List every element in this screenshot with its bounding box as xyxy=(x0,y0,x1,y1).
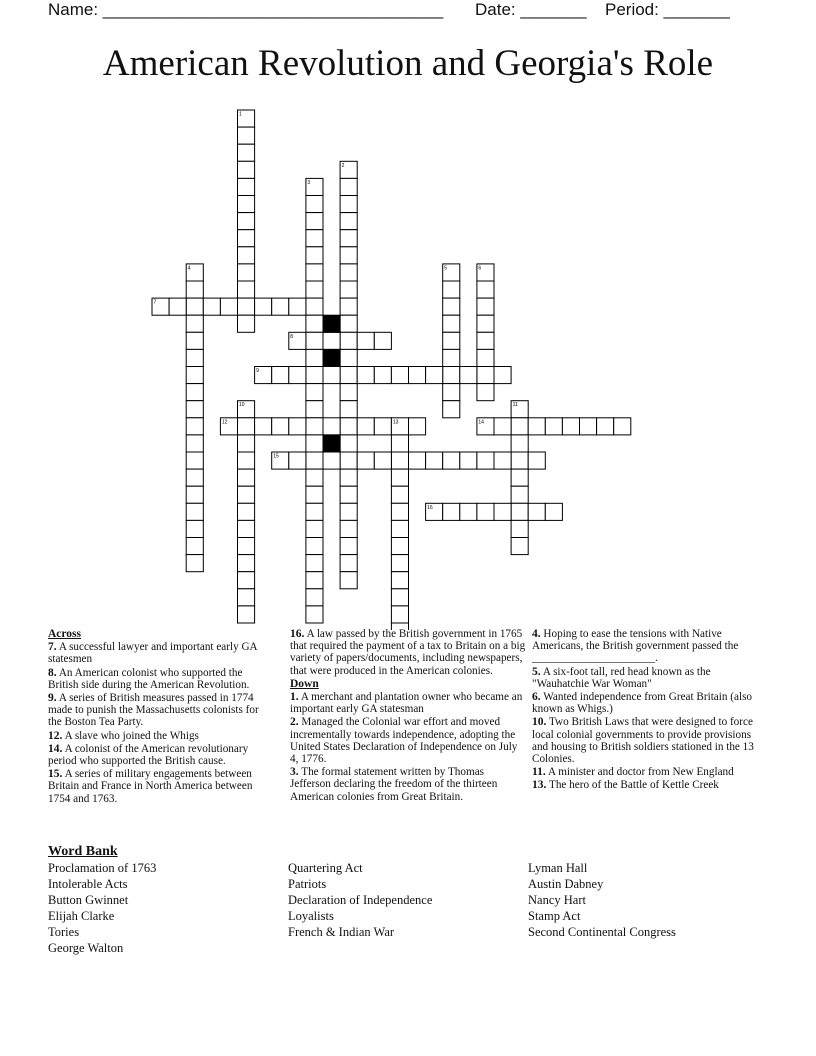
clues-column-3 xyxy=(532,628,764,793)
crossword-cell[interactable] xyxy=(238,538,255,555)
crossword-cell[interactable] xyxy=(306,503,323,520)
word-bank-item: Quartering Act xyxy=(288,861,363,875)
clue-number-label: 2 xyxy=(341,162,345,169)
crossword-cell[interactable] xyxy=(340,538,357,555)
crossword-cell[interactable] xyxy=(528,418,545,435)
clue-number-label: 14 xyxy=(478,419,484,426)
crossword-cell[interactable] xyxy=(186,315,203,332)
crossword-cell[interactable] xyxy=(477,315,494,332)
crossword-cell[interactable] xyxy=(340,264,357,281)
crossword-cell[interactable] xyxy=(597,418,614,435)
crossword-cell[interactable] xyxy=(306,298,323,315)
crossword-cell[interactable] xyxy=(306,520,323,537)
crossword-cell[interactable] xyxy=(426,452,443,469)
crossword-cell[interactable] xyxy=(443,452,460,469)
crossword-cell[interactable] xyxy=(477,332,494,349)
crossword-cell[interactable] xyxy=(306,589,323,606)
crossword-cell[interactable] xyxy=(238,281,255,298)
crossword-cell[interactable] xyxy=(340,435,357,452)
crossword-cell[interactable] xyxy=(238,486,255,503)
clue-number-label: 16 xyxy=(427,504,433,511)
clue-down-10: 10. Two British Laws that were designed to force local colonial governments to provide provisions and housing to British soldiers stationed in the 13 Colonies. xyxy=(532,716,754,766)
crossword-cell[interactable] xyxy=(340,503,357,520)
crossword-cell[interactable] xyxy=(391,538,408,555)
word-bank-item: Intolerable Acts xyxy=(48,877,128,891)
crossword-cell[interactable] xyxy=(443,384,460,401)
crossword-cell[interactable] xyxy=(545,418,562,435)
crossword-cell[interactable] xyxy=(323,418,340,435)
crossword-cell[interactable] xyxy=(511,469,528,486)
crossword-cell[interactable] xyxy=(272,418,289,435)
clue-number-label: 5 xyxy=(444,265,447,272)
crossword-cell[interactable] xyxy=(511,452,528,469)
crossword-cell[interactable] xyxy=(186,281,203,298)
clue-number-label: 9 xyxy=(256,368,259,374)
word-bank-item: George Walton xyxy=(48,941,124,955)
crossword-cell[interactable] xyxy=(477,384,494,401)
crossword-cell[interactable] xyxy=(409,367,426,384)
crossword-cell[interactable] xyxy=(186,469,203,486)
crossword-cell[interactable] xyxy=(340,520,357,537)
crossword-cell[interactable] xyxy=(306,384,323,401)
crossword-cell[interactable] xyxy=(220,298,237,315)
crossword-cell[interactable] xyxy=(186,332,203,349)
word-bank-item: Tories xyxy=(48,925,80,939)
crossword-cell[interactable] xyxy=(460,452,477,469)
crossword-cell[interactable] xyxy=(477,298,494,315)
clue-across-16: 16. A law passed by the British government in 1765 that required the payment of a tax to Britain on a big variety of papers/documents, including newspapers, that were produced in the American colonies. xyxy=(290,628,526,677)
clue-down-13: 13. The hero of the Battle of Kettle Creek xyxy=(532,779,719,792)
across-heading: Across xyxy=(48,628,82,640)
date-field[interactable]: Date: _______ xyxy=(475,0,587,19)
crossword-cell[interactable] xyxy=(306,452,323,469)
crossword-cell[interactable] xyxy=(340,349,357,366)
clue-number-label: 11 xyxy=(512,402,518,409)
crossword-cell[interactable] xyxy=(306,281,323,298)
crossword-cell[interactable] xyxy=(340,298,357,315)
crossword-cell[interactable] xyxy=(545,503,562,520)
crossword-black-cell xyxy=(323,349,340,366)
crossword-cell[interactable] xyxy=(357,418,374,435)
crossword-cell[interactable] xyxy=(306,469,323,486)
page-title: American Revolution and Georgia's Role xyxy=(102,43,714,84)
crossword-cell[interactable] xyxy=(443,401,460,418)
word-bank-item: Button Gwinnet xyxy=(48,893,129,907)
crossword-cell[interactable] xyxy=(391,469,408,486)
crossword-cell[interactable] xyxy=(306,435,323,452)
clue-down-5: 5. A six-foot tall, red head known as the "Wauhatchie War Woman" xyxy=(532,665,711,690)
crossword-cell[interactable] xyxy=(357,452,374,469)
crossword-cell[interactable] xyxy=(511,418,528,435)
crossword-cell[interactable] xyxy=(511,538,528,555)
crossword-cell[interactable] xyxy=(391,555,408,572)
crossword-cell[interactable] xyxy=(238,298,255,315)
word-bank-column-2 xyxy=(288,860,432,940)
crossword-cell[interactable] xyxy=(528,503,545,520)
crossword-cell[interactable] xyxy=(562,418,579,435)
crossword-cell[interactable] xyxy=(289,452,306,469)
crossword-cell[interactable] xyxy=(186,538,203,555)
crossword-cell[interactable] xyxy=(340,469,357,486)
crossword-cell[interactable] xyxy=(340,572,357,589)
crossword-cell[interactable] xyxy=(238,452,255,469)
crossword-cell[interactable] xyxy=(306,349,323,366)
word-bank-item: Proclamation of 1763 xyxy=(48,861,157,875)
crossword-cell[interactable] xyxy=(477,503,494,520)
crossword-cell[interactable] xyxy=(443,298,460,315)
crossword-cell[interactable] xyxy=(511,503,528,520)
crossword-cell[interactable] xyxy=(391,452,408,469)
crossword-cell[interactable] xyxy=(238,315,255,332)
crossword-cell[interactable] xyxy=(374,418,391,435)
crossword-cell[interactable] xyxy=(238,520,255,537)
word-bank-item: Loyalists xyxy=(288,909,334,923)
crossword-cell[interactable] xyxy=(477,281,494,298)
clue-across-14: 14. A colonist of the American revolutionary period who supported the British cause. xyxy=(48,742,249,768)
crossword-cell[interactable] xyxy=(340,367,357,384)
crossword-cell[interactable] xyxy=(477,452,494,469)
crossword-cell[interactable] xyxy=(238,230,255,247)
crossword-cell[interactable] xyxy=(306,555,323,572)
crossword-cell[interactable] xyxy=(186,503,203,520)
clue-number-label: 3 xyxy=(307,179,311,186)
crossword-cell[interactable] xyxy=(460,503,477,520)
crossword-cell[interactable] xyxy=(306,264,323,281)
crossword-cell[interactable] xyxy=(340,486,357,503)
crossword-cell[interactable] xyxy=(306,606,323,623)
clue-down-11: 11. A minister and doctor from New England xyxy=(532,766,734,779)
word-bank-item: Patriots xyxy=(288,877,327,891)
word-bank-item: Austin Dabney xyxy=(528,877,604,891)
crossword-cell[interactable] xyxy=(306,196,323,213)
crossword-cell[interactable] xyxy=(443,281,460,298)
crossword-black-cell xyxy=(323,435,340,452)
crossword-cell[interactable] xyxy=(238,555,255,572)
clue-down-1: 1. A merchant and plantation owner who became an important early GA statesman xyxy=(290,691,523,716)
clue-number-label: 4 xyxy=(187,265,191,272)
clue-number-label: 12 xyxy=(221,419,228,426)
crossword-cell[interactable] xyxy=(511,435,528,452)
clue-across-15: 15. A series of military engagements between Britain and France in North America between 1754 and 1763. xyxy=(48,768,253,805)
crossword-cell[interactable] xyxy=(306,315,323,332)
crossword-cell[interactable] xyxy=(443,332,460,349)
word-bank-title: Word Bank xyxy=(48,844,118,859)
crossword-cell[interactable] xyxy=(186,486,203,503)
crossword-cell[interactable] xyxy=(186,418,203,435)
crossword-cell[interactable] xyxy=(306,401,323,418)
crossword-cell[interactable] xyxy=(494,452,511,469)
crossword-cell[interactable] xyxy=(340,384,357,401)
word-bank-item: Elijah Clarke xyxy=(48,909,115,923)
crossword-cell[interactable] xyxy=(186,349,203,366)
word-bank-item: Second Continental Congress xyxy=(528,925,676,939)
clue-across-8: 8. An American colonist who supported the British side during the American Revolution. xyxy=(48,666,250,691)
clues-column-1 xyxy=(48,628,264,806)
crossword-cell[interactable] xyxy=(323,332,340,349)
crossword-cell[interactable] xyxy=(186,555,203,572)
clue-across-7: 7. A successful lawyer and important early GA statesmen xyxy=(48,641,258,666)
crossword-cell[interactable] xyxy=(186,367,203,384)
crossword-cell[interactable] xyxy=(374,452,391,469)
clue-number-label: 6 xyxy=(478,265,482,272)
crossword-cell[interactable] xyxy=(289,418,306,435)
crossword-cell[interactable] xyxy=(186,298,203,315)
crossword-cell[interactable] xyxy=(306,230,323,247)
crossword-cell[interactable] xyxy=(357,332,374,349)
crossword-cell[interactable] xyxy=(460,367,477,384)
clue-number-label: 8 xyxy=(290,333,294,340)
crossword-cell[interactable] xyxy=(374,332,391,349)
crossword-cell[interactable] xyxy=(238,264,255,281)
crossword-cell[interactable] xyxy=(323,367,340,384)
clue-down-4: 4. Hoping to ease the tensions with Native Americans, the British government passed the ______________________. xyxy=(532,628,739,665)
crossword-cell[interactable] xyxy=(494,503,511,520)
word-bank-column-3 xyxy=(528,860,676,940)
crossword-cell[interactable] xyxy=(443,503,460,520)
word-bank-item: Declaration of Independence xyxy=(288,893,433,907)
clue-number-label: 15 xyxy=(273,453,279,460)
name-field[interactable]: Name: ____________________________________ xyxy=(48,0,444,19)
crossword-cell[interactable] xyxy=(238,127,255,144)
crossword-cell[interactable] xyxy=(238,178,255,195)
crossword-black-cell xyxy=(323,315,340,332)
crossword-cell[interactable] xyxy=(340,332,357,349)
crossword-cell[interactable] xyxy=(186,435,203,452)
crossword-cell[interactable] xyxy=(511,520,528,537)
crossword-cell[interactable] xyxy=(272,298,289,315)
crossword-cell[interactable] xyxy=(186,520,203,537)
crossword-cell[interactable] xyxy=(340,418,357,435)
crossword-cell[interactable] xyxy=(340,401,357,418)
crossword-cell[interactable] xyxy=(186,452,203,469)
crossword-cell[interactable] xyxy=(477,367,494,384)
crossword-cell[interactable] xyxy=(391,367,408,384)
crossword-cell[interactable] xyxy=(340,555,357,572)
crossword-cell[interactable] xyxy=(391,486,408,503)
crossword-cell[interactable] xyxy=(306,572,323,589)
crossword-cell[interactable] xyxy=(186,401,203,418)
crossword-cell[interactable] xyxy=(255,418,272,435)
crossword-cell[interactable] xyxy=(443,367,460,384)
crossword-cell[interactable] xyxy=(238,589,255,606)
crossword-cell[interactable] xyxy=(614,418,631,435)
crossword-cell[interactable] xyxy=(186,384,203,401)
crossword-cell[interactable] xyxy=(528,452,545,469)
crossword-cell[interactable] xyxy=(340,230,357,247)
crossword-cell[interactable] xyxy=(306,418,323,435)
crossword-cell[interactable] xyxy=(391,589,408,606)
crossword-cell[interactable] xyxy=(255,298,272,315)
crossword-cell[interactable] xyxy=(306,332,323,349)
period-field[interactable]: Period: _______ xyxy=(605,0,730,19)
clue-across-9: 9. A series of British measures passed in 1774 made to punish the Massachusetts colonists for the Boston Tea Party. xyxy=(48,692,259,729)
crossword-cell[interactable] xyxy=(391,520,408,537)
crossword-cell[interactable] xyxy=(391,435,408,452)
crossword-cell[interactable] xyxy=(443,315,460,332)
crossword-cell[interactable] xyxy=(306,538,323,555)
clues-column-2 xyxy=(290,628,526,804)
crossword-cell[interactable] xyxy=(238,144,255,161)
crossword-cell[interactable] xyxy=(306,486,323,503)
crossword-cell[interactable] xyxy=(238,435,255,452)
crossword-cell[interactable] xyxy=(238,418,255,435)
crossword-cell[interactable] xyxy=(340,247,357,264)
crossword-cell[interactable] xyxy=(494,367,511,384)
crossword-cell[interactable] xyxy=(238,161,255,178)
crossword-cell[interactable] xyxy=(494,418,511,435)
crossword-cell[interactable] xyxy=(306,213,323,230)
crossword-cell[interactable] xyxy=(391,606,408,623)
crossword-cell[interactable] xyxy=(272,367,289,384)
crossword-cell[interactable] xyxy=(374,367,391,384)
word-bank-item: Nancy Hart xyxy=(528,893,586,907)
crossword-cell[interactable] xyxy=(443,349,460,366)
crossword-cell[interactable] xyxy=(340,315,357,332)
crossword-cell[interactable] xyxy=(169,298,186,315)
crossword-cell[interactable] xyxy=(511,486,528,503)
crossword-cell[interactable] xyxy=(289,298,306,315)
crossword-cell[interactable] xyxy=(306,247,323,264)
crossword-cell[interactable] xyxy=(238,196,255,213)
crossword-cell[interactable] xyxy=(409,418,426,435)
crossword-cell[interactable] xyxy=(203,298,220,315)
crossword-cell[interactable] xyxy=(238,213,255,230)
crossword-cell[interactable] xyxy=(238,469,255,486)
crossword-cell[interactable] xyxy=(340,213,357,230)
crossword-cell[interactable] xyxy=(426,367,443,384)
clue-number-label: 13 xyxy=(392,419,399,426)
word-bank-item: Stamp Act xyxy=(528,909,581,923)
word-bank-item: French & Indian War xyxy=(288,925,395,939)
word-bank-item: Lyman Hall xyxy=(528,861,588,875)
crossword-cell[interactable] xyxy=(391,503,408,520)
crossword-cell[interactable] xyxy=(391,572,408,589)
clue-number-label: 10 xyxy=(239,402,245,409)
clue-across-12: 12. A slave who joined the Whigs xyxy=(48,729,199,742)
crossword-cell[interactable] xyxy=(340,452,357,469)
clue-number-label: 7 xyxy=(153,299,157,306)
crossword-cell[interactable] xyxy=(409,452,426,469)
crossword-cell[interactable] xyxy=(238,572,255,589)
clue-down-3: 3. The formal statement written by Thomas Jefferson declaring the freedom of the thirteen American colonies from Great Britain. xyxy=(290,766,498,803)
crossword-cell[interactable] xyxy=(238,606,255,623)
crossword-cell[interactable] xyxy=(289,367,306,384)
clue-down-2: 2. Managed the Colonial war effort and moved incrementally towards independence, adopting the United States Declaration of Independence on July 4, 1776. xyxy=(290,716,518,766)
crossword-cell[interactable] xyxy=(306,367,323,384)
crossword-cell[interactable] xyxy=(477,349,494,366)
clue-number-label: 1 xyxy=(239,111,242,118)
crossword-cell[interactable] xyxy=(357,367,374,384)
clue-down-6: 6. Wanted independence from Great Britain (also known as Whigs.) xyxy=(532,691,753,716)
down-heading: Down xyxy=(290,677,319,690)
crossword-cell[interactable] xyxy=(340,196,357,213)
crossword-cell[interactable] xyxy=(323,452,340,469)
word-bank-column-1 xyxy=(48,860,156,956)
crossword-cell[interactable] xyxy=(340,281,357,298)
crossword-cell[interactable] xyxy=(238,247,255,264)
crossword-cell[interactable] xyxy=(580,418,597,435)
crossword-cell[interactable] xyxy=(238,503,255,520)
crossword-cell[interactable] xyxy=(340,178,357,195)
